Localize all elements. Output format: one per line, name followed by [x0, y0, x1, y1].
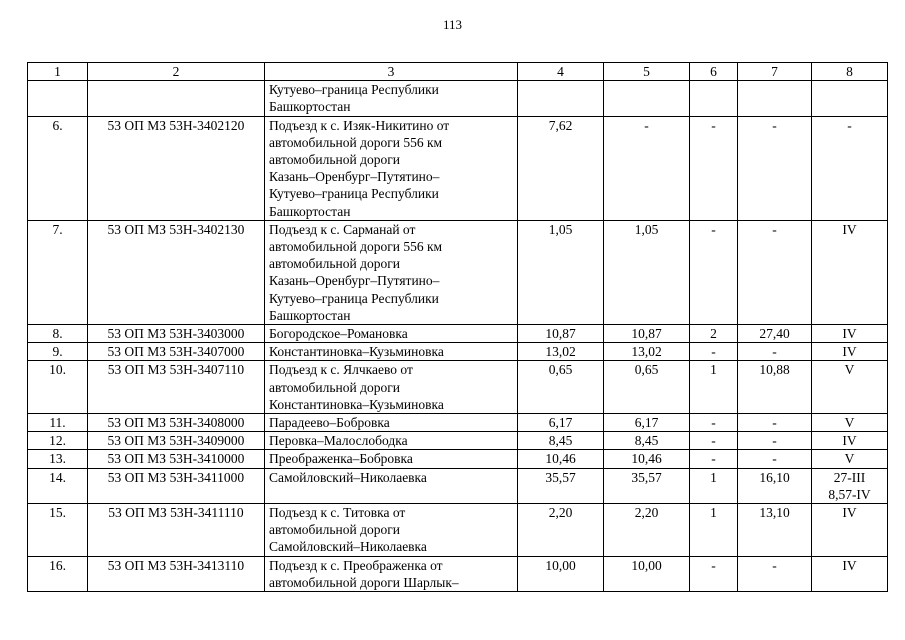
road-code: 53 ОП МЗ 53Н-3407110	[88, 361, 265, 414]
table-row	[28, 450, 888, 468]
bridge-count: 2	[690, 325, 738, 343]
header-cell: 6	[690, 63, 738, 81]
row-number: 6.	[28, 116, 88, 220]
road-category: -	[812, 116, 888, 220]
road-code: 53 ОП МЗ 53Н-3403000	[88, 325, 265, 343]
bridge-count	[690, 81, 738, 116]
length-paved: 6,17	[604, 414, 690, 432]
road-name: Перовка–Малослободка	[265, 432, 518, 450]
row-number: 13.	[28, 450, 88, 468]
length-total: 10,46	[518, 450, 604, 468]
length-paved: 8,45	[604, 432, 690, 450]
road-category: IV	[812, 220, 888, 324]
row-number: 14.	[28, 468, 88, 503]
length-paved: -	[604, 116, 690, 220]
road-code: 53 ОП МЗ 53Н-3410000	[88, 450, 265, 468]
row-number: 7.	[28, 220, 88, 324]
road-code	[88, 81, 265, 116]
table-header-row	[28, 63, 888, 81]
bridge-length: 10,88	[738, 361, 812, 414]
table-row	[28, 325, 888, 343]
length-paved: 13,02	[604, 343, 690, 361]
bridge-count: -	[690, 432, 738, 450]
bridge-count: 1	[690, 361, 738, 414]
length-total: 13,02	[518, 343, 604, 361]
row-number: 9.	[28, 343, 88, 361]
road-name: Парадеево–Бобровка	[265, 414, 518, 432]
road-name: Подъезд к с. Изяк-Никитино от автомобильной дороги 556 км автомобильной дороги Казань–Оренбург–Путятино– Кутуево–граница Республики Башкортостан	[265, 116, 518, 220]
road-name: Самойловский–Николаевка	[265, 468, 518, 503]
header-cell: 5	[604, 63, 690, 81]
bridge-length: -	[738, 414, 812, 432]
header-cell: 8	[812, 63, 888, 81]
road-category: V	[812, 414, 888, 432]
road-code: 53 ОП МЗ 53Н-3409000	[88, 432, 265, 450]
road-category: IV	[812, 556, 888, 591]
bridge-length: 16,10	[738, 468, 812, 503]
length-paved: 1,05	[604, 220, 690, 324]
length-total	[518, 81, 604, 116]
row-number	[28, 81, 88, 116]
road-code: 53 ОП МЗ 53Н-3411000	[88, 468, 265, 503]
row-number: 11.	[28, 414, 88, 432]
bridge-count: 1	[690, 468, 738, 503]
table-row	[28, 556, 888, 591]
road-code: 53 ОП МЗ 53Н-3411110	[88, 504, 265, 557]
road-category	[812, 81, 888, 116]
row-number: 8.	[28, 325, 88, 343]
bridge-length: -	[738, 116, 812, 220]
road-category: V	[812, 361, 888, 414]
length-total: 10,00	[518, 556, 604, 591]
length-total: 6,17	[518, 414, 604, 432]
table-row	[28, 220, 888, 324]
header-cell: 4	[518, 63, 604, 81]
road-code: 53 ОП МЗ 53Н-3402120	[88, 116, 265, 220]
bridge-count: 1	[690, 504, 738, 557]
length-total: 10,87	[518, 325, 604, 343]
table-row	[28, 414, 888, 432]
road-category: IV	[812, 325, 888, 343]
road-code: 53 ОП МЗ 53Н-3407000	[88, 343, 265, 361]
bridge-count: -	[690, 343, 738, 361]
road-code: 53 ОП МЗ 53Н-3402130	[88, 220, 265, 324]
bridge-length: -	[738, 450, 812, 468]
table-row	[28, 432, 888, 450]
row-number: 12.	[28, 432, 88, 450]
road-name: Подъезд к с. Титовка от автомобильной дороги Самойловский–Николаевка	[265, 504, 518, 557]
bridge-count: -	[690, 116, 738, 220]
table-row	[28, 504, 888, 557]
row-number: 10.	[28, 361, 88, 414]
bridge-count: -	[690, 414, 738, 432]
table-row	[28, 81, 888, 116]
table-row	[28, 116, 888, 220]
table-row	[28, 343, 888, 361]
bridge-count: -	[690, 450, 738, 468]
table-row	[28, 361, 888, 414]
table-row	[28, 468, 888, 503]
header-cell: 2	[88, 63, 265, 81]
length-paved: 10,46	[604, 450, 690, 468]
road-category: IV	[812, 343, 888, 361]
bridge-count: -	[690, 556, 738, 591]
road-name: Подъезд к с. Сарманай от автомобильной дороги 556 км автомобильной дороги Казань–Оренбург–Путятино– Кутуево–граница Республики Башкортостан	[265, 220, 518, 324]
road-name: Кутуево–граница Республики Башкортостан	[265, 81, 518, 116]
road-name: Подъезд к с. Преображенка от автомобильной дороги Шарлык–	[265, 556, 518, 591]
bridge-length: -	[738, 556, 812, 591]
length-paved: 10,87	[604, 325, 690, 343]
length-total: 0,65	[518, 361, 604, 414]
bridge-length: 27,40	[738, 325, 812, 343]
length-paved: 2,20	[604, 504, 690, 557]
bridge-length: -	[738, 220, 812, 324]
bridge-length	[738, 81, 812, 116]
header-cell: 1	[28, 63, 88, 81]
road-name: Константиновка–Кузьминовка	[265, 343, 518, 361]
bridge-length: 13,10	[738, 504, 812, 557]
road-category: IV	[812, 504, 888, 557]
length-total: 1,05	[518, 220, 604, 324]
length-total: 8,45	[518, 432, 604, 450]
length-paved: 0,65	[604, 361, 690, 414]
bridge-count: -	[690, 220, 738, 324]
road-name: Подъезд к с. Ялчкаево от автомобильной дороги Константиновка–Кузьминовка	[265, 361, 518, 414]
road-code: 53 ОП МЗ 53Н-3413110	[88, 556, 265, 591]
header-cell: 7	[738, 63, 812, 81]
row-number: 16.	[28, 556, 88, 591]
road-name: Богородское–Романовка	[265, 325, 518, 343]
page-number: 113	[442, 17, 463, 32]
length-total: 7,62	[518, 116, 604, 220]
road-category: IV	[812, 432, 888, 450]
road-category: V	[812, 450, 888, 468]
bridge-length: -	[738, 343, 812, 361]
roads-table	[27, 62, 888, 592]
length-total: 35,57	[518, 468, 604, 503]
bridge-length: -	[738, 432, 812, 450]
road-code: 53 ОП МЗ 53Н-3408000	[88, 414, 265, 432]
row-number: 15.	[28, 504, 88, 557]
length-total: 2,20	[518, 504, 604, 557]
header-cell: 3	[265, 63, 518, 81]
length-paved: 10,00	[604, 556, 690, 591]
length-paved: 35,57	[604, 468, 690, 503]
length-paved	[604, 81, 690, 116]
road-category: 27-III 8,57-IV	[812, 468, 888, 503]
road-name: Преображенка–Бобровка	[265, 450, 518, 468]
